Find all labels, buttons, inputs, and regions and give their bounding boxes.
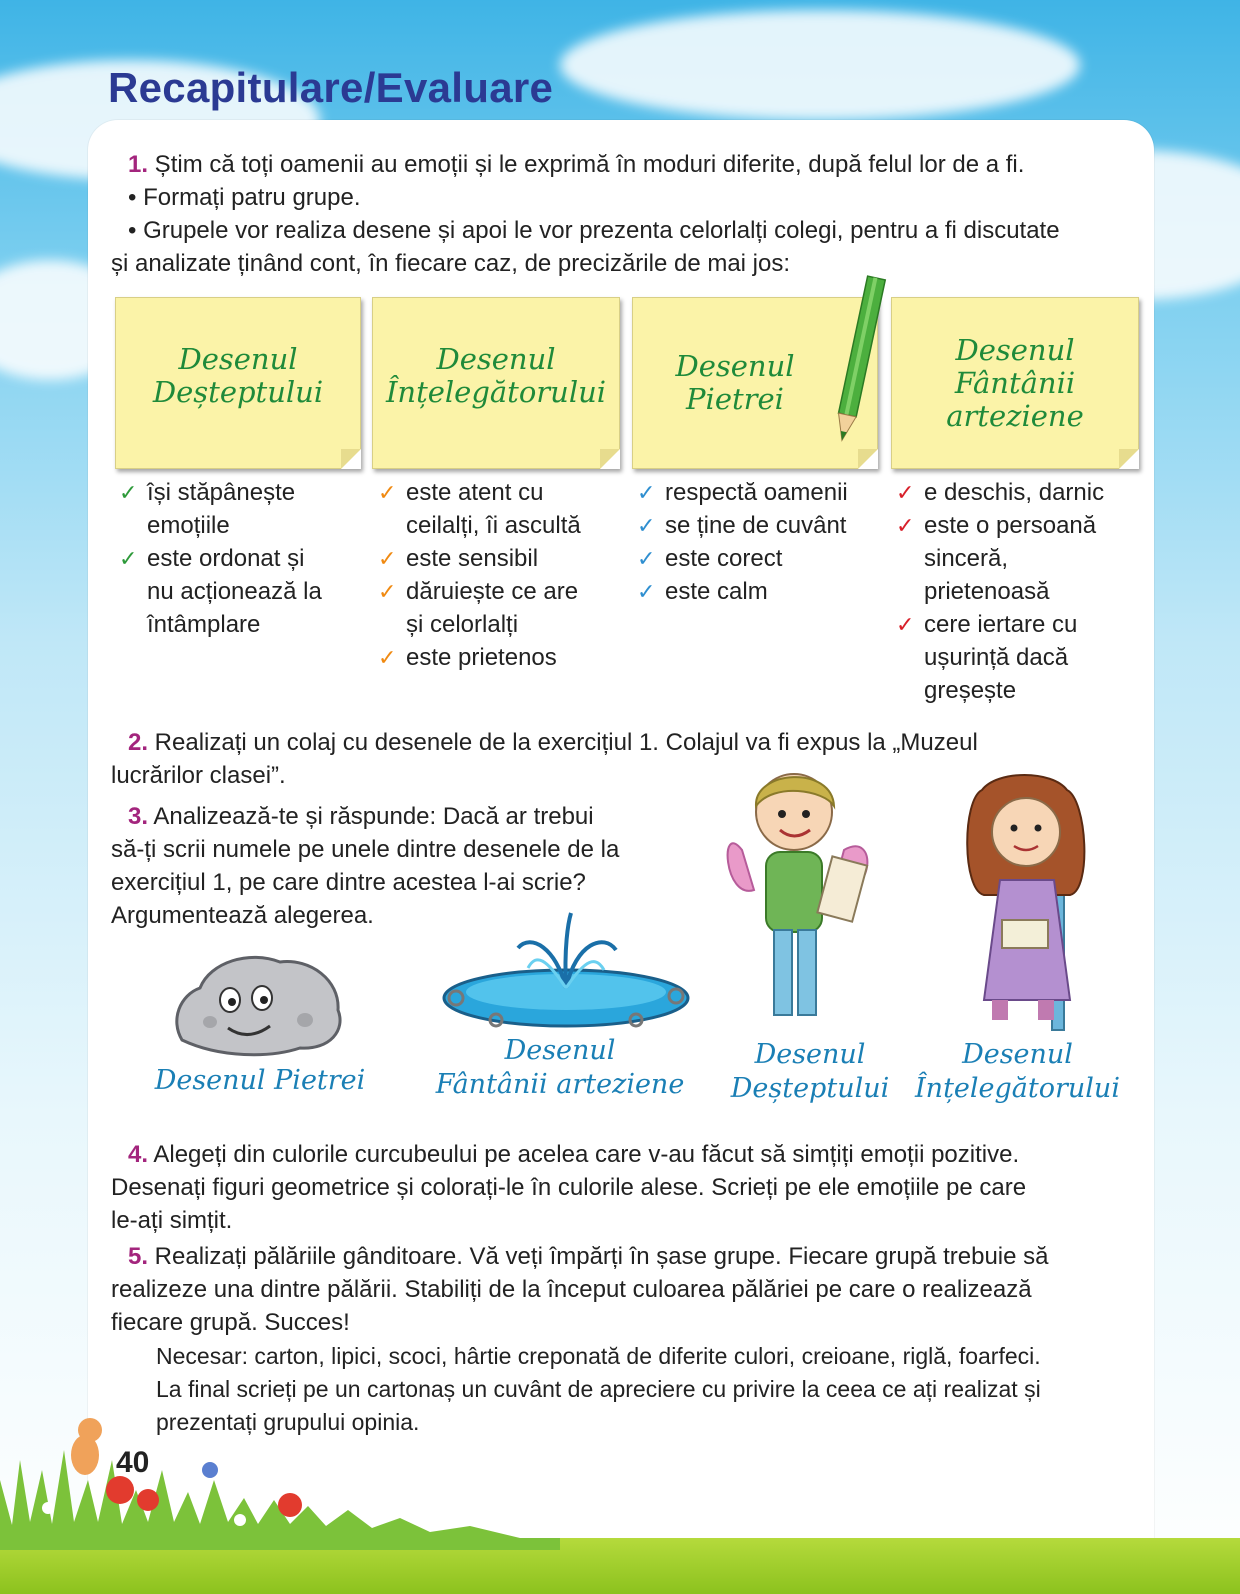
exercise-1-line: 1. Știm că toți oamenii au emoții și le exprimă în moduri diferite, după felul lor de a fi. — [128, 151, 1025, 178]
note-line: Desenul — [675, 349, 795, 383]
checkmark-icon: ✓ — [378, 480, 397, 505]
checkmark-icon: ✓ — [378, 546, 397, 571]
checkmark-icon: ✓ — [637, 546, 656, 571]
list-item: ✓ este prietenos — [378, 641, 628, 674]
note-line: Desenul — [955, 333, 1075, 367]
exercise-5-line: prezentați grupului opinia. — [156, 1409, 420, 1435]
checklist-desteptului — [119, 476, 359, 641]
note-line: Deșteptului — [152, 375, 324, 409]
page-title: Recapitulare/Evaluare — [108, 64, 554, 111]
exercise-2-line: lucrărilor clasei”. — [111, 762, 286, 789]
exercise-3-line: exercițiul 1, pe care dintre acestea l-ai scrie? — [111, 869, 586, 896]
note-line: Fântânii — [954, 366, 1076, 400]
checkmark-icon: ✓ — [896, 480, 915, 505]
sticky-note-intelegatorului — [372, 297, 620, 469]
checklist-intelegatorului — [378, 476, 628, 674]
exercise-3-line: 3. Analizează-te și răspunde: Dacă ar trebui — [128, 803, 594, 830]
list-item: ✓ cere iertare cu ușurință dacă greșește — [896, 608, 1146, 707]
list-item: ✓ respectă oamenii — [637, 476, 887, 509]
note-line: Pietrei — [686, 382, 784, 416]
exercise-1-line: și analizate ținând cont, în fiecare caz, de precizările de mai jos: — [111, 250, 791, 277]
exercise-number: 1. — [128, 151, 149, 178]
girl-illustration — [952, 770, 1102, 1035]
list-item: ✓ dăruiește ce are și celorlalți — [378, 575, 628, 641]
exercise-3-line: să-ți scrii numele pe unele dintre desenele de la — [111, 836, 620, 863]
cloud-decoration — [560, 10, 1080, 120]
list-item: ✓ este sensibil — [378, 542, 628, 575]
caption-rock: Desenul Pietrei — [154, 1065, 366, 1096]
list-item: ✓ este ordonat și nu acționează la întâmplare — [119, 542, 359, 641]
exercise-5-line: fiecare grupă. Succes! — [111, 1309, 350, 1336]
exercise-1-bullet: • Grupele vor realiza desene și apoi le vor prezenta celorlalți colegi, pentru a fi discutate — [128, 217, 1060, 244]
exercise-2-line: 2. Realizați un colaj cu desenele de la exercițiul 1. Colajul va fi expus la „Muzeul — [128, 729, 978, 756]
note-line: Desenul — [178, 342, 298, 376]
sticky-note-fantanii — [891, 297, 1139, 469]
checkmark-icon: ✓ — [896, 513, 915, 538]
caption-fountain: Desenul Fântânii arteziene — [435, 1035, 685, 1100]
sticky-note-desteptului — [115, 297, 361, 469]
boy-illustration — [714, 760, 884, 1030]
exercise-4-line: 4. Alegeți din culorile curcubeului pe acelea care v-au făcut să simțiți emoții pozitive. — [128, 1141, 1020, 1168]
rock-illustration — [170, 950, 350, 1060]
exercise-5-line: Necesar: carton, lipici, scoci, hârtie creponată de diferite culori, creioane, riglă, foarfeci. — [156, 1343, 1041, 1369]
exercise-number: 3. — [128, 803, 149, 830]
caption-girl: Desenul Înțelegătorului — [915, 1039, 1120, 1104]
page-curl — [1119, 449, 1139, 469]
list-item: ✓ se ține de cuvânt — [637, 509, 887, 542]
checkmark-icon: ✓ — [378, 579, 397, 604]
note-line: Desenul — [436, 342, 556, 376]
exercise-number: 5. — [128, 1243, 149, 1270]
list-item: ✓ este corect — [637, 542, 887, 575]
checklist-fantanii — [896, 476, 1146, 707]
note-line: arteziene — [946, 399, 1084, 433]
fountain-illustration — [436, 908, 696, 1033]
checkmark-icon: ✓ — [119, 546, 138, 571]
exercise-1-bullet: • Formați patru grupe. — [128, 184, 361, 211]
exercise-5-line: realizeze una dintre pălării. Stabiliți de la început culoarea pălăriei pe care o realizează — [111, 1276, 1032, 1303]
checkmark-icon: ✓ — [119, 480, 138, 505]
exercise-5-line: La final scrieți pe un cartonaș un cuvânt de apreciere cu privire la ceea ce ați realizat și — [156, 1376, 1041, 1402]
checkmark-icon: ✓ — [378, 645, 397, 670]
caption-boy: Desenul Deșteptului — [730, 1039, 890, 1104]
checkmark-icon: ✓ — [637, 480, 656, 505]
page-curl — [858, 449, 878, 469]
exercise-number: 2. — [128, 729, 149, 756]
exercise-4-line: le-ați simțit. — [111, 1207, 233, 1234]
page-curl — [600, 449, 620, 469]
note-line: Înțelegătorului — [385, 375, 607, 409]
exercise-4-line: Desenați figuri geometrice și colorați-le în culorile alese. Scrieți pe ele emoțiile pe care — [111, 1174, 1027, 1201]
list-item: ✓ e deschis, darnic — [896, 476, 1146, 509]
list-item: ✓ este o persoană sinceră, prietenoasă — [896, 509, 1146, 608]
checkmark-icon: ✓ — [637, 513, 656, 538]
list-item: ✓ este calm — [637, 575, 887, 608]
checklist-pietrei — [637, 476, 887, 608]
meadow-decoration — [0, 1410, 560, 1550]
pencil-icon — [828, 270, 888, 450]
exercise-5-line: 5. Realizați pălăriile gânditoare. Vă veți împărți în șase grupe. Fiecare grupă trebuie să — [128, 1243, 1049, 1270]
exercise-number: 4. — [128, 1141, 149, 1168]
list-item: ✓ își stăpânește emoțiile — [119, 476, 359, 542]
page-curl — [341, 449, 361, 469]
page-number: 40 — [116, 1446, 150, 1479]
exercise-3-line: Argumentează alegerea. — [111, 902, 374, 929]
checkmark-icon: ✓ — [896, 612, 915, 637]
list-item: ✓ este atent cu ceilalți, îi ascultă — [378, 476, 628, 542]
checkmark-icon: ✓ — [637, 579, 656, 604]
